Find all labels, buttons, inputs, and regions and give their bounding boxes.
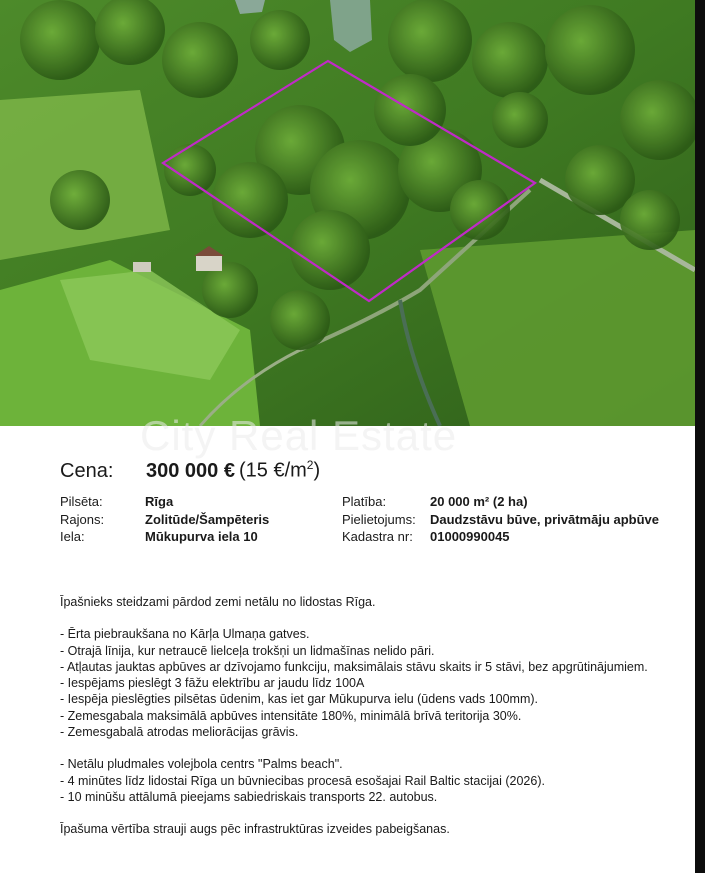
price-per-unit-text: (15 €/m <box>238 459 307 482</box>
details-key: Platība: <box>342 494 387 509</box>
details-row <box>60 528 690 546</box>
description-item: - Iespēja pieslēgties pilsētas ūdenim, kas iet gar Mūkupurva ielu (ūdens vads 100mm). <box>60 692 539 707</box>
details-value: Zolitūde/Šampēteris <box>145 511 270 527</box>
details-value: Rīga <box>145 494 174 509</box>
description-item: - Atļautas jauktas apbūves ar dzīvojamo funkciju, maksimālais stāvu skaits ir 5 stāvi, bez apgrūtinājumiem. <box>60 659 648 674</box>
details-key: Rajons: <box>60 511 105 527</box>
details-key: Pielietojums: <box>342 511 416 527</box>
aerial-photo <box>0 0 695 426</box>
description-item: - 4 minūtes līdz lidostai Rīga un būvniecibas procesā esošajai Rail Baltic stacijai (2026). <box>60 773 545 788</box>
price-per-unit-sup: 2 <box>306 458 314 472</box>
description-item: - Otrajā līnija, kur netraucē lielceļa trokšņi un lidmašīnas nelido pāri. <box>60 643 435 658</box>
aerial-photo-image <box>0 0 695 426</box>
details-key: Iela: <box>60 529 85 544</box>
description <box>60 594 660 838</box>
watermark-text: City Real Estate <box>140 412 458 459</box>
description-item: - Zemesgabala maksimālā apbūves intensitāte 180%, minimālā brīvā teritorija 30%. <box>60 708 522 723</box>
price-value: 300 000 € <box>146 459 235 482</box>
description-intro: Īpašnieks steidzami pārdod zemi netālu no lidostas Rīga. <box>60 595 376 609</box>
details-value: 01000990045 <box>430 529 510 544</box>
price-label: Cena: <box>60 459 114 482</box>
details-row <box>60 493 690 511</box>
details-key: Kadastra nr: <box>342 529 413 544</box>
details-value: 20 000 m² (2 ha) <box>430 494 528 509</box>
details-value: Mūkupurva iela 10 <box>145 529 258 544</box>
description-item: - Zemesgabalā atrodas meliorācijas grāvis. <box>60 725 299 740</box>
details-table <box>60 493 690 546</box>
price-row <box>60 458 320 483</box>
page-edge <box>695 0 705 873</box>
details-row <box>60 511 690 529</box>
description-item: - Ērta piebraukšana no Kārļa Ulmaņa gatves. <box>60 627 310 642</box>
details-key: Pilsēta: <box>60 494 103 509</box>
price-per-unit-close: ) <box>313 459 321 482</box>
price-per-unit <box>239 458 320 483</box>
description-item: - Iespējams pieslēgt 3 fāžu elektrību ar jaudu līdz 100A <box>60 676 365 691</box>
description-item: - 10 minūšu attālumā pieejams sabiedriskais transports 22. autobus. <box>60 789 438 804</box>
description-item: - Netālu pludmales volejbola centrs "Palms beach". <box>60 757 343 772</box>
description-outro: Īpašuma vērtība strauji augs pēc infrastruktūras izveides pabeigšanas. <box>60 822 450 837</box>
details-value: Daudzstāvu būve, privātmāju apbūve <box>430 511 660 527</box>
